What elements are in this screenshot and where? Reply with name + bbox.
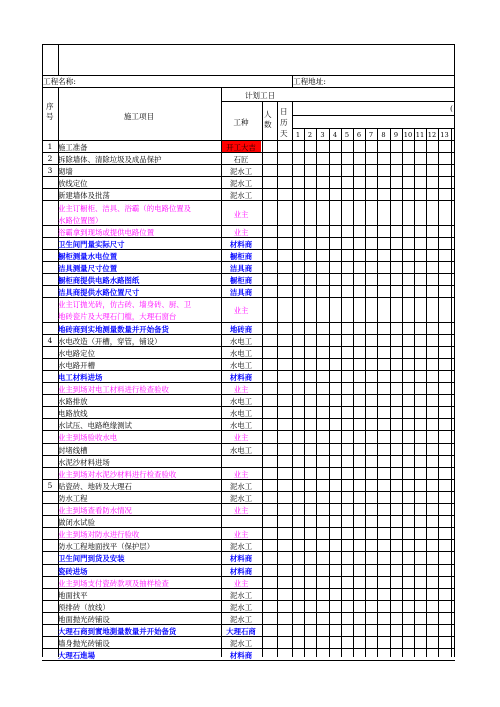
- cut-header-char: (: [450, 104, 453, 113]
- task-name: 水电路定位: [58, 348, 95, 358]
- day-number: 10: [403, 131, 413, 139]
- trade-name: 水电工: [229, 409, 253, 419]
- grid-line: [42, 44, 43, 657]
- day-number: 7: [368, 131, 374, 139]
- trade-name: 水电工: [229, 397, 253, 407]
- grid-line: [451, 128, 452, 657]
- task-name: 浴霸拿到现场或提供电路位置: [58, 227, 155, 237]
- project-address-label: 工程地址:: [293, 77, 326, 86]
- grid-line: [58, 44, 59, 75]
- trade-name: 业主: [233, 578, 249, 588]
- trade-name: 业主: [233, 433, 249, 443]
- trade-name: 水电工: [229, 336, 253, 346]
- task-name: 防水工程: [58, 493, 88, 503]
- task-name: 洁具商提供水路位置尺寸: [58, 288, 140, 298]
- trade-name: 泥水工: [229, 542, 253, 552]
- day-number: 12: [427, 131, 437, 139]
- task-name: 防水工程地面找平（保护层）: [58, 542, 155, 552]
- task-name: 拆除墙体、清除垃圾及成品保护: [58, 155, 162, 165]
- trade-name: 橱柜商: [229, 251, 253, 261]
- trade-name: 大理石商: [226, 627, 256, 636]
- day-number: 3: [320, 131, 325, 139]
- grid-line: [42, 44, 455, 45]
- trade-name: 业主: [233, 469, 249, 479]
- grid-line: [316, 128, 317, 657]
- seq-header: 序号: [46, 102, 54, 121]
- row-number: 3: [47, 166, 53, 176]
- trade-name: 洁具商: [229, 288, 253, 298]
- task-header: 施工项目: [123, 112, 155, 121]
- trade-name: 泥水工: [229, 191, 253, 201]
- trade-name: 业主: [233, 209, 249, 219]
- trade-name: 开工大吉: [226, 143, 256, 152]
- grid-line: [262, 101, 263, 657]
- day-number: 9: [393, 131, 399, 139]
- day-number: 5: [344, 131, 350, 139]
- task-name-cont: 水路位置图）: [58, 215, 103, 225]
- project-name-label: 工程名称:: [43, 77, 76, 86]
- trade-name: 业主: [233, 385, 249, 394]
- task-name: 水路排放: [58, 397, 88, 407]
- row-number: 4: [47, 335, 53, 345]
- grid-line: [277, 101, 278, 657]
- task-name: 业主订橱柜、洁具、浴霸（的电路位置及: [58, 203, 192, 213]
- row-number: 5: [47, 480, 53, 490]
- trade-name: 泥水工: [229, 493, 253, 503]
- grid-line: [292, 115, 455, 116]
- task-name: 水电改造（开槽，穿管，铺设）: [58, 336, 162, 346]
- trade-name: 水电工: [229, 360, 253, 370]
- task-name: 地面找平: [58, 590, 88, 600]
- trade-name: 材料商: [229, 554, 253, 564]
- task-name: 封堵线槽: [58, 445, 88, 455]
- days-header: 日历天: [280, 107, 288, 138]
- task-name: 卫生间門到货及安装: [58, 554, 125, 564]
- task-name-cont: 地砖瓷片及大理石门槛，大理石窗台: [58, 312, 177, 322]
- trade-name: 水电工: [229, 348, 253, 358]
- task-name: 业主到场验收水电: [58, 433, 118, 443]
- trade-name: 泥水工: [229, 179, 253, 189]
- day-number: 6: [356, 131, 362, 139]
- trade-name: 业主: [233, 506, 249, 515]
- task-name: 业主到场查看防水情况: [58, 506, 132, 515]
- task-name: 业主到场支付瓷砖款项及抽样检查: [58, 578, 169, 588]
- task-name: 洁具测量尺寸位置: [58, 264, 118, 273]
- task-name: 橱柜测量水电位置: [58, 251, 118, 261]
- grid-line: [221, 101, 455, 102]
- task-name: 水试压、电路绝缘测试: [58, 421, 132, 431]
- day-number: 11: [415, 131, 425, 139]
- task-name: 地面抛光砖铺设: [58, 614, 110, 624]
- grid-line: [42, 87, 455, 88]
- task-name: 贴瓷砖、地砖及大理石: [58, 481, 132, 491]
- task-name: 水电路开槽: [58, 360, 95, 370]
- grid-line: [426, 128, 427, 657]
- grid-line: [341, 128, 342, 657]
- grid-line: [377, 128, 378, 657]
- trade-name: 材料商: [229, 651, 253, 661]
- grid-line: [365, 128, 366, 657]
- task-name: 砌墙: [58, 167, 73, 177]
- task-name: 墙身抛光砖铺设: [58, 639, 110, 649]
- trade-name: 材料商: [229, 239, 253, 249]
- task-name: 预排砖（放线）: [58, 602, 110, 612]
- trade-name: 地砖商: [229, 324, 253, 334]
- grid-line: [438, 128, 439, 657]
- grid-line: [414, 128, 415, 657]
- task-name: 瓷砖进场: [58, 566, 88, 576]
- task-name: 做闭水试验: [58, 518, 95, 528]
- task-name: 业主到场对水泥沙材料进行检查验收: [58, 469, 177, 479]
- trade-name: 泥水工: [229, 590, 253, 600]
- grid-line: [454, 44, 455, 657]
- trade-name: 泥水工: [229, 614, 253, 624]
- trade-name: 洁具商: [229, 264, 253, 273]
- grid-line: [402, 128, 403, 657]
- task-name: 电路放线: [58, 409, 88, 419]
- task-name: 卫生间門量实际尺寸: [58, 239, 125, 249]
- task-name: 地砖商到实地测量数量并开始备货: [58, 324, 169, 334]
- trade-name: 泥水工: [229, 167, 253, 177]
- day-number: 4: [332, 131, 338, 139]
- trade-name: 业主: [233, 306, 249, 316]
- trade-name: 泥水工: [229, 602, 253, 612]
- day-number: 2: [307, 131, 313, 139]
- grid-line: [304, 128, 305, 657]
- trade-name: 泥水工: [229, 481, 253, 491]
- task-name: 业主到场对防水进行验收: [58, 530, 140, 540]
- task-name: 业主订抛光砖，仿古砖、墙身砖、厨、卫: [58, 300, 192, 310]
- grid-line: [390, 128, 391, 657]
- task-name: 橱柜商提供电路水路图纸: [58, 276, 140, 286]
- task-name: 施工准备: [58, 143, 88, 152]
- plan-workdays-label: 计划工日: [244, 91, 276, 100]
- trade-name: 业主: [233, 227, 249, 237]
- grid-line: [42, 75, 455, 76]
- row-number: 2: [47, 154, 53, 164]
- task-name: 业主到场对电工材料进行检查验收: [58, 385, 169, 394]
- trade-name: 水电工: [229, 421, 253, 431]
- trade-name: 橱柜商: [229, 276, 253, 286]
- trade-name: 材料商: [229, 372, 253, 382]
- task-name: 放线定位: [58, 179, 88, 189]
- task-name: 水泥沙材料进场: [58, 457, 110, 467]
- trade-name: 材料商: [229, 566, 253, 576]
- day-number: 8: [381, 131, 386, 139]
- grid-line: [292, 101, 293, 657]
- trade-header: 工种: [233, 118, 249, 127]
- trade-name: 石匠: [233, 155, 249, 165]
- grid-line: [353, 128, 354, 657]
- task-name: 大理石商到實地測量数量并开始备货: [58, 627, 177, 636]
- day-number: 1: [295, 131, 301, 139]
- trade-name: 泥水工: [229, 639, 253, 649]
- grid-line: [329, 128, 330, 657]
- row-number: 1: [47, 142, 53, 151]
- task-name: 新建墙体及批荡: [58, 191, 110, 201]
- trade-name: 业主: [233, 530, 249, 540]
- day-number: 13: [440, 131, 449, 139]
- task-name: 电工材料进场: [58, 372, 103, 382]
- people-header: 人数: [264, 110, 272, 129]
- task-name: 大理石進場: [58, 651, 95, 661]
- trade-name: 水电工: [229, 445, 253, 455]
